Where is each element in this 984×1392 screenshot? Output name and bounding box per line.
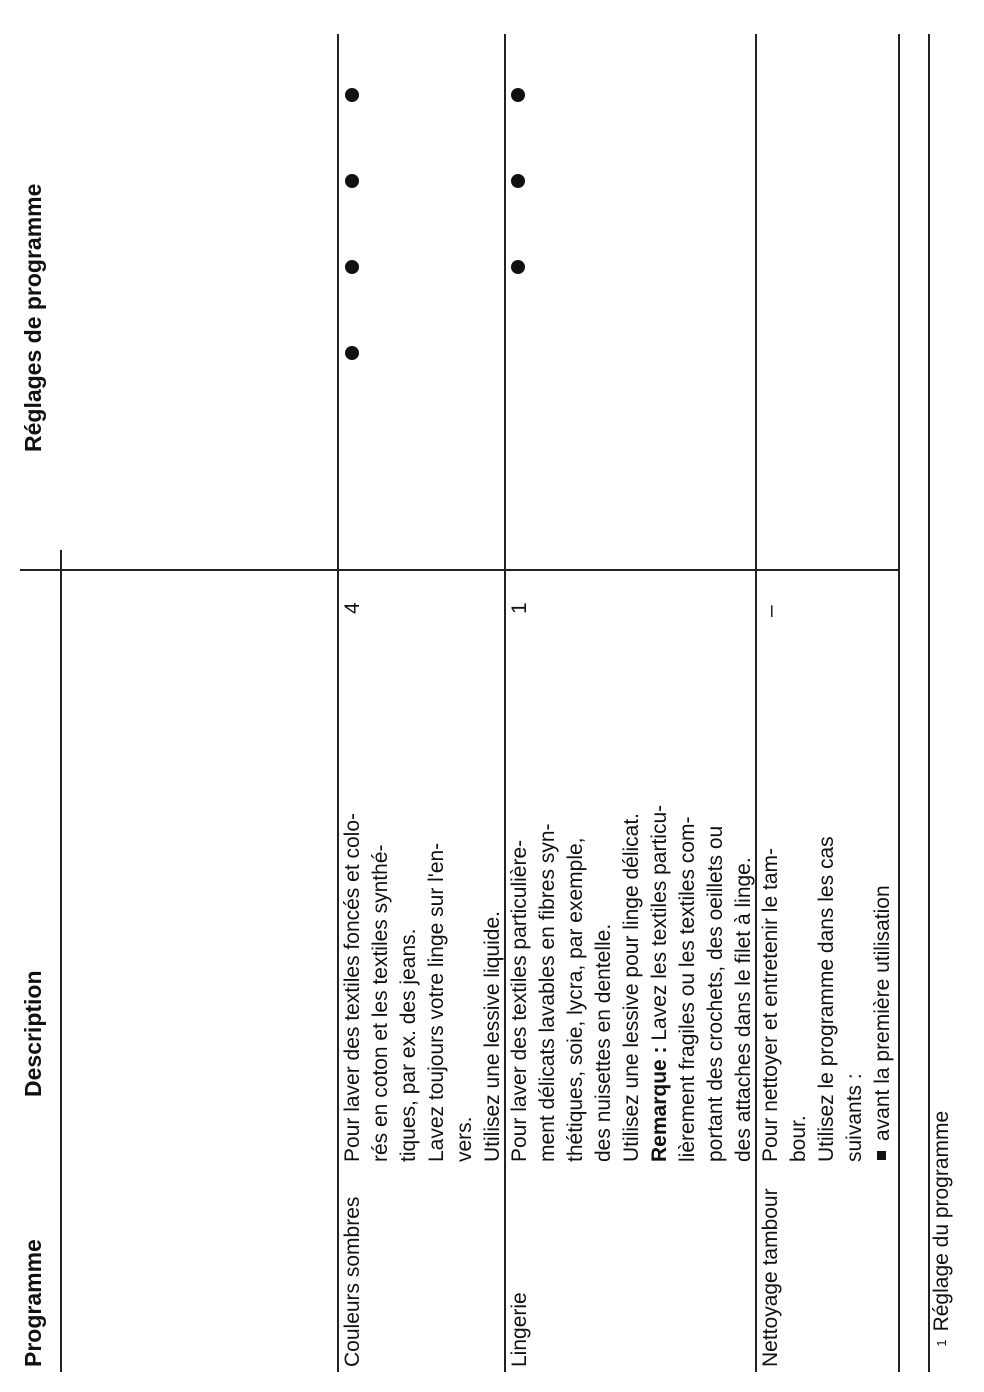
setting-dot [511,174,525,188]
description-line: bour. [787,1115,810,1162]
description-line: des nuisettes en dentelle. [592,923,615,1162]
description-cell [757,836,897,1162]
description-line: lièrement fragiles ou les textiles com- [676,816,699,1162]
description-line: des attaches dans le filet à linge. [732,857,755,1162]
remarque-text: Lavez les textiles particu- [648,804,671,1047]
header-rule [60,550,62,1372]
setting-dot [511,260,525,274]
description-line: vers. [453,1116,476,1162]
description-line: tiques, par ex. des jeans. [397,928,420,1162]
description-line: ment délicats lavables en fibres syn- [536,823,559,1162]
value-cell: – [759,605,782,617]
setting-dot [345,174,359,188]
bullet-text: avant la première utilisation [871,885,894,1141]
footnote [900,1111,984,1370]
row-rule-2 [504,34,506,1372]
description-line: Lavez toujours votre linge sur l'en- [425,842,448,1162]
description-line: Pour laver des textiles foncés et colo- [341,812,364,1162]
remarque-line [646,805,674,1162]
header-description: Description [20,970,46,1097]
remarque-label: Remarque : [648,1046,671,1162]
setting-dot [511,88,525,102]
row-rule-1 [337,34,339,1372]
setting-dot [345,88,359,102]
description-line: Utilisez le programme dans les cas [815,836,838,1162]
footnote-text: Réglage du programme [930,1110,953,1332]
description-cell [506,805,758,1162]
header-reglages: Réglages de programme [20,183,46,452]
description-line: Pour laver des textiles particulière- [508,839,531,1162]
value-cell: 4 [341,602,364,614]
description-line: Utilisez une lessive pour linge délicat. [620,812,643,1162]
description-line: suivants : [843,1073,866,1162]
programme-name: Lingerie [508,1292,531,1367]
bullet-line [869,836,897,1162]
description-line: Pour nettoyer et entretenir le tam- [759,848,782,1162]
header-programme: Programme [20,1239,46,1367]
footnote-mark: 1 [934,1339,949,1347]
description-line: Utilisez une lessive liquide. [481,911,504,1162]
description-line: portant des crochets, des oeillets ou [704,825,727,1162]
programme-name: Couleurs sombres [341,1196,364,1367]
setting-dot [345,260,359,274]
description-line: rés en coton et les textiles synthé- [369,844,392,1162]
description-cell [339,813,507,1162]
programme-name: Nettoyage tambour [759,1188,782,1367]
setting-dot [345,346,359,360]
description-line: thétiques, soie, lycra, par exemple, [564,837,587,1162]
column-divider [20,569,898,571]
row-rule-3 [755,34,757,1372]
value-cell: 1 [508,602,531,614]
bullet-square-icon [877,1151,886,1160]
